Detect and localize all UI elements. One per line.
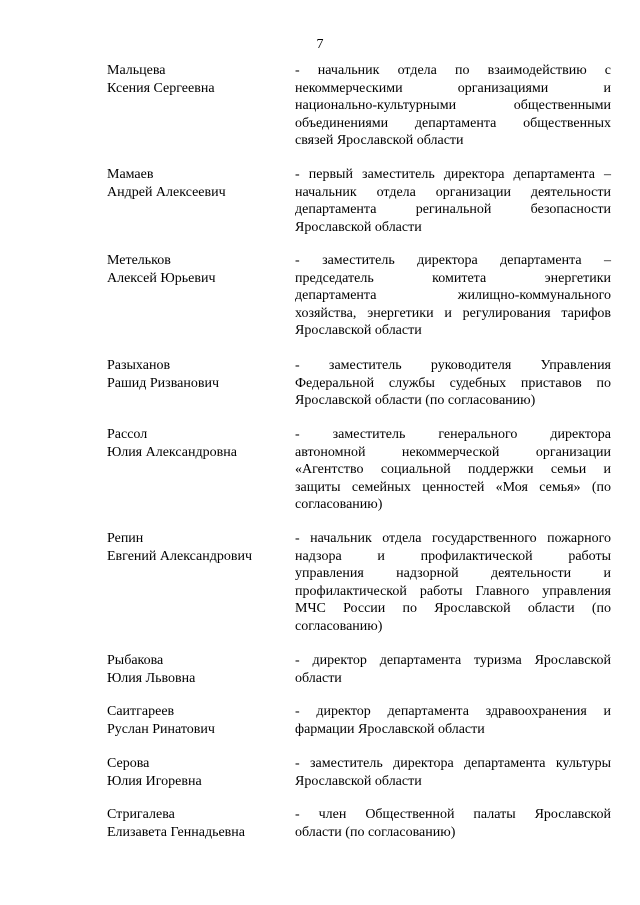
description-line: Федеральной службы судебных приставов по bbox=[295, 375, 611, 391]
given-names: Руслан Ринатович bbox=[107, 721, 215, 737]
person-name bbox=[107, 806, 287, 841]
person-name bbox=[107, 252, 287, 287]
person-name bbox=[107, 530, 287, 565]
person-name bbox=[107, 703, 287, 738]
description-line: - директор департамента туризма Ярославской bbox=[295, 653, 611, 668]
description-line: объединениями департамента общественных bbox=[295, 115, 611, 131]
person-name bbox=[107, 652, 287, 687]
person-name bbox=[107, 357, 287, 392]
description-line: защиты семейных ценностей «Моя семья» (по bbox=[295, 479, 611, 495]
description-line: Ярославской области (по согласованию) bbox=[295, 393, 536, 408]
position-description bbox=[295, 166, 611, 236]
position-description bbox=[295, 652, 611, 687]
description-line: - начальник отдела по взаимодействию с bbox=[295, 63, 611, 78]
given-names: Рашид Ризванович bbox=[107, 375, 219, 391]
position-description bbox=[295, 530, 611, 635]
description-line: области bbox=[295, 670, 342, 686]
description-line: - заместитель генерального директора bbox=[295, 427, 611, 442]
description-line: МЧС России по Ярославской области (по bbox=[295, 601, 611, 616]
person-name bbox=[107, 62, 287, 97]
given-names: Юлия Александровна bbox=[107, 444, 237, 460]
description-line: председатель комитета энергетики bbox=[295, 270, 611, 286]
description-line: департамента регинальной безопасности bbox=[295, 202, 611, 217]
description-line: управления надзорной деятельности и bbox=[295, 566, 611, 581]
description-line: фармации Ярославской области bbox=[295, 721, 485, 737]
surname: Мальцева bbox=[107, 63, 166, 78]
description-line: надзора и профилактической работы bbox=[295, 548, 611, 564]
given-names: Евгений Александрович bbox=[107, 548, 253, 564]
position-description bbox=[295, 755, 611, 790]
surname: Мамаев bbox=[107, 167, 154, 182]
description-line: национально-культурными общественными bbox=[295, 98, 611, 113]
surname: Метельков bbox=[107, 253, 171, 268]
description-line: согласованию) bbox=[295, 618, 383, 634]
given-names: Юлия Львовна bbox=[107, 670, 196, 686]
description-line: - член Общественной палаты Ярославской bbox=[295, 807, 611, 822]
position-description bbox=[295, 252, 611, 340]
description-line: - заместитель руководителя Управления bbox=[295, 358, 611, 373]
description-line: Ярославской области bbox=[295, 773, 422, 789]
surname: Саитгареев bbox=[107, 704, 175, 719]
description-line: профилактической работы Главного управления bbox=[295, 583, 611, 599]
description-line: автономной некоммерческой организации bbox=[295, 444, 611, 460]
description-line: департамента жилищно-коммунального bbox=[295, 288, 611, 303]
description-line: Ярославской области bbox=[295, 323, 422, 338]
position-description bbox=[295, 806, 611, 841]
person-name bbox=[107, 166, 287, 201]
description-line: - директор департамента здравоохранения и bbox=[295, 704, 611, 719]
description-line: - заместитель директора департамента – bbox=[295, 253, 611, 268]
description-line: некоммерческими организациями и bbox=[295, 80, 611, 96]
surname: Серова bbox=[107, 756, 150, 771]
given-names: Андрей Алексеевич bbox=[107, 184, 226, 200]
surname: Рыбакова bbox=[107, 653, 164, 668]
person-name bbox=[107, 426, 287, 461]
description-line: начальник отдела организации деятельности bbox=[295, 184, 611, 200]
page-number: 7 bbox=[316, 37, 324, 52]
surname: Рассол bbox=[107, 427, 148, 442]
description-line: - первый заместитель директора департамента – bbox=[295, 167, 611, 182]
description-line: «Агентство социальной поддержки семьи и bbox=[295, 462, 611, 477]
description-line: - начальник отдела государственного пожарного bbox=[295, 531, 611, 546]
description-line: Ярославской области bbox=[295, 219, 422, 235]
surname: Разыханов bbox=[107, 358, 171, 373]
given-names: Юлия Игоревна bbox=[107, 773, 202, 789]
description-line: связей Ярославской области bbox=[295, 133, 464, 148]
description-line: согласованию) bbox=[295, 497, 383, 512]
position-description bbox=[295, 62, 611, 150]
given-names: Ксения Сергеевна bbox=[107, 80, 215, 96]
surname: Репин bbox=[107, 531, 144, 546]
given-names: Алексей Юрьевич bbox=[107, 270, 216, 286]
surname: Стригалева bbox=[107, 807, 175, 822]
position-description bbox=[295, 357, 611, 410]
given-names: Елизавета Геннадьевна bbox=[107, 824, 245, 840]
description-line: - заместитель директора департамента культуры bbox=[295, 756, 611, 771]
description-line: области (по согласованию) bbox=[295, 824, 456, 840]
description-line: хозяйства, энергетики и регулирования тарифов bbox=[295, 305, 611, 321]
position-description bbox=[295, 426, 611, 514]
position-description bbox=[295, 703, 611, 738]
person-name bbox=[107, 755, 287, 790]
